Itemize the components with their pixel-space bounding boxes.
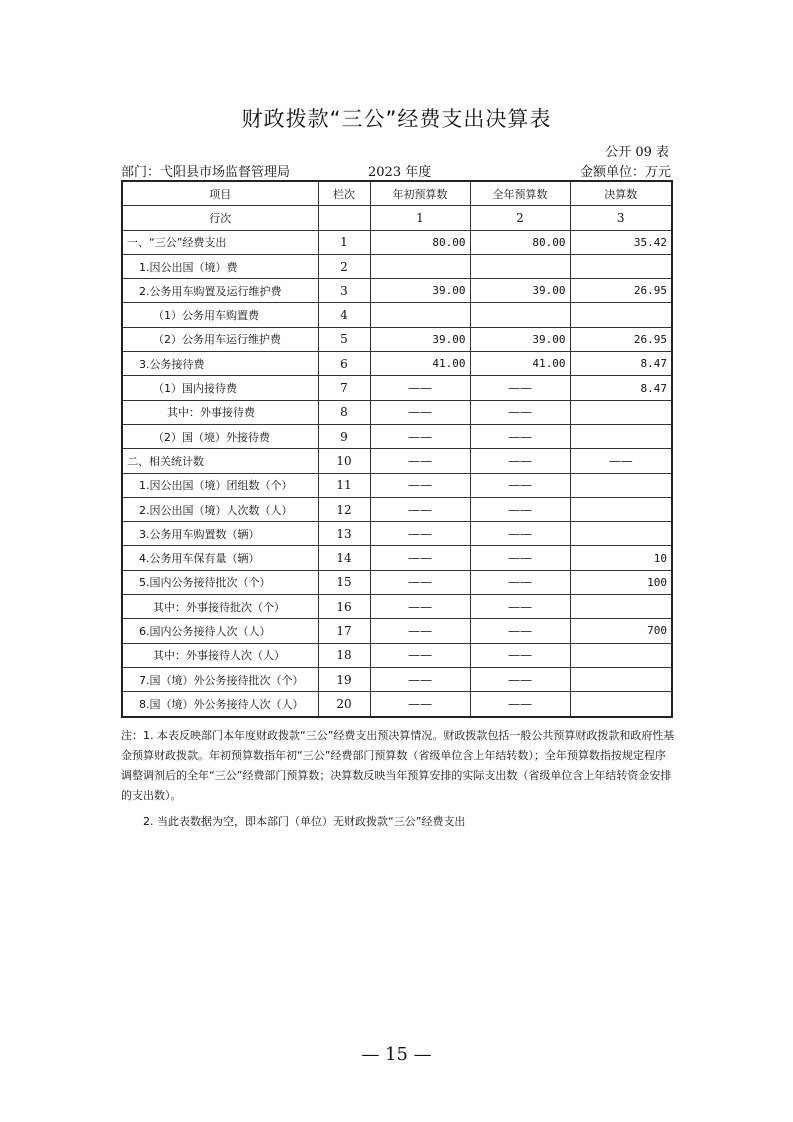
table-row <box>122 643 672 667</box>
row-label: 一、“三公”经费支出 <box>122 230 318 254</box>
row-budget-full: —— <box>470 400 570 424</box>
row-label: 5.国内公务接待批次（个） <box>122 570 318 594</box>
department-label: 部门：弋阳县市场监督管理局 <box>121 165 291 180</box>
table-row <box>122 667 672 691</box>
row-label: 4.公务用车保有量（辆） <box>122 546 318 570</box>
row-final: 8.47 <box>570 376 672 400</box>
row-budget-start <box>370 254 470 278</box>
row-final <box>570 522 672 546</box>
row-number: 1 <box>318 230 370 254</box>
index-row <box>122 206 672 230</box>
row-budget-start: —— <box>370 473 470 497</box>
row-final <box>570 424 672 448</box>
table-row <box>122 303 672 327</box>
row-number: 5 <box>318 327 370 351</box>
notes-line-2: 2. 当此表数据为空，即本部门（单位）无财政拨款“三公”经费支出 <box>143 815 466 828</box>
row-budget-full: —— <box>470 449 570 473</box>
row-label: 1.因公出国（境）团组数（个） <box>122 473 318 497</box>
row-budget-full: —— <box>470 376 570 400</box>
row-budget-full: —— <box>470 497 570 521</box>
table-row <box>122 327 672 351</box>
row-budget-start: —— <box>370 570 470 594</box>
row-budget-start: —— <box>370 595 470 619</box>
row-label: 1.因公出国（境）费 <box>122 254 318 278</box>
table-row <box>122 424 672 448</box>
row-final <box>570 643 672 667</box>
row-final <box>570 692 672 717</box>
table-row <box>122 619 672 643</box>
header-item: 项目 <box>122 181 318 206</box>
notes-paragraph: 注：1. 本表反映部门本年度财政拨款“三公”经费支出预决算情况。财政拨款包括一般公共预算财政拨款和政府性基金预算财政拨款。年初预算数指年初“三公”经费部门预算数（省级单位含上年结转数）；全年预算数指按规定程序调整调剂后的全年“三公”经费部门预算数；决算数反映当年预算安排的实际支出数（省级单位含上年结转资金安排的支出数）。 <box>121 729 675 802</box>
row-budget-start: —— <box>370 400 470 424</box>
row-label: 2.公务用车购置及运行维护费 <box>122 279 318 303</box>
header-col: 栏次 <box>318 181 370 206</box>
header-budget-full: 全年预算数 <box>470 181 570 206</box>
row-budget-full: —— <box>470 619 570 643</box>
row-number: 18 <box>318 643 370 667</box>
table-row <box>122 279 672 303</box>
row-final: 26.95 <box>570 279 672 303</box>
row-budget-start: —— <box>370 546 470 570</box>
row-budget-start: —— <box>370 497 470 521</box>
table-row <box>122 473 672 497</box>
row-number: 16 <box>318 595 370 619</box>
row-budget-full: 80.00 <box>470 230 570 254</box>
row-budget-start: —— <box>370 424 470 448</box>
row-number: 17 <box>318 619 370 643</box>
year-label: 2023 年度 <box>368 165 432 180</box>
row-budget-start: —— <box>370 643 470 667</box>
row-label: （1）公务用车购置费 <box>122 303 318 327</box>
row-number: 14 <box>318 546 370 570</box>
row-label: 二、相关统计数 <box>122 449 318 473</box>
unit-label: 金额单位：万元 <box>579 165 671 180</box>
row-budget-start: —— <box>370 619 470 643</box>
table-meta <box>121 161 671 179</box>
row-label: 3.公务接待费 <box>122 352 318 376</box>
row-number: 13 <box>318 522 370 546</box>
row-label: （2）公务用车运行维护费 <box>122 327 318 351</box>
row-label: 2.因公出国（境）人次数（人） <box>122 497 318 521</box>
row-budget-start: 39.00 <box>370 279 470 303</box>
table-row <box>122 570 672 594</box>
row-budget-start: —— <box>370 667 470 691</box>
index-label: 行次 <box>122 206 318 230</box>
row-final <box>570 473 672 497</box>
row-budget-full <box>470 254 570 278</box>
index-c3: 3 <box>570 206 672 230</box>
row-label: （2）国（境）外接待费 <box>122 424 318 448</box>
index-blank <box>318 206 370 230</box>
row-budget-full: —— <box>470 643 570 667</box>
row-budget-start: 39.00 <box>370 327 470 351</box>
page-number: — 15 — <box>361 1044 432 1065</box>
row-number: 12 <box>318 497 370 521</box>
row-number: 3 <box>318 279 370 303</box>
row-number: 4 <box>318 303 370 327</box>
table-row <box>122 595 672 619</box>
row-final: 700 <box>570 619 672 643</box>
row-final: —— <box>570 449 672 473</box>
row-number: 8 <box>318 400 370 424</box>
header-final: 决算数 <box>570 181 672 206</box>
row-final <box>570 667 672 691</box>
row-budget-full: 39.00 <box>470 327 570 351</box>
table-row <box>122 230 672 254</box>
row-number: 2 <box>318 254 370 278</box>
row-budget-full: —— <box>470 522 570 546</box>
row-label: 3.公务用车购置数（辆） <box>122 522 318 546</box>
table-row <box>122 449 672 473</box>
row-budget-start: —— <box>370 376 470 400</box>
row-number: 9 <box>318 424 370 448</box>
row-number: 6 <box>318 352 370 376</box>
row-label: 6.国内公务接待人次（人） <box>122 619 318 643</box>
row-budget-full: —— <box>470 473 570 497</box>
table-row <box>122 400 672 424</box>
row-final <box>570 303 672 327</box>
expense-table <box>121 180 673 718</box>
row-budget-start: —— <box>370 449 470 473</box>
table-row <box>122 254 672 278</box>
row-number: 15 <box>318 570 370 594</box>
row-budget-full: —— <box>470 692 570 717</box>
row-number: 7 <box>318 376 370 400</box>
row-final: 100 <box>570 570 672 594</box>
row-budget-full: —— <box>470 570 570 594</box>
table-row <box>122 546 672 570</box>
row-number: 19 <box>318 667 370 691</box>
row-budget-full: —— <box>470 595 570 619</box>
row-number: 20 <box>318 692 370 717</box>
row-budget-full: 41.00 <box>470 352 570 376</box>
table-row <box>122 522 672 546</box>
page-title: 财政拨款“三公”经费支出决算表 <box>241 107 552 131</box>
row-budget-full <box>470 303 570 327</box>
row-budget-start <box>370 303 470 327</box>
row-final: 8.47 <box>570 352 672 376</box>
row-number: 10 <box>318 449 370 473</box>
row-final <box>570 254 672 278</box>
row-final <box>570 595 672 619</box>
row-budget-start: 80.00 <box>370 230 470 254</box>
row-final <box>570 400 672 424</box>
row-budget-full: 39.00 <box>470 279 570 303</box>
row-final: 10 <box>570 546 672 570</box>
index-c2: 2 <box>470 206 570 230</box>
row-label: 其中：外事接待人次（人） <box>122 643 318 667</box>
table-row <box>122 376 672 400</box>
row-number: 11 <box>318 473 370 497</box>
row-final <box>570 497 672 521</box>
row-budget-start: —— <box>370 522 470 546</box>
row-label: 其中：外事接待批次（个） <box>122 595 318 619</box>
row-final: 26.95 <box>570 327 672 351</box>
row-budget-full: —— <box>470 424 570 448</box>
row-label: （1）国内接待费 <box>122 376 318 400</box>
row-label: 8.国（境）外公务接待人次（人） <box>122 692 318 717</box>
table-row <box>122 497 672 521</box>
row-label: 其中：外事接待费 <box>122 400 318 424</box>
row-label: 7.国（境）外公务接待批次（个） <box>122 667 318 691</box>
index-c1: 1 <box>370 206 470 230</box>
row-budget-start: —— <box>370 692 470 717</box>
row-budget-start: 41.00 <box>370 352 470 376</box>
table-row <box>122 352 672 376</box>
header-budget-start: 年初预算数 <box>370 181 470 206</box>
header-row <box>122 181 672 206</box>
table-code: 公开 09 表 <box>605 145 669 160</box>
table-row <box>122 692 672 717</box>
row-budget-full: —— <box>470 546 570 570</box>
row-budget-full: —— <box>470 667 570 691</box>
row-final: 35.42 <box>570 230 672 254</box>
